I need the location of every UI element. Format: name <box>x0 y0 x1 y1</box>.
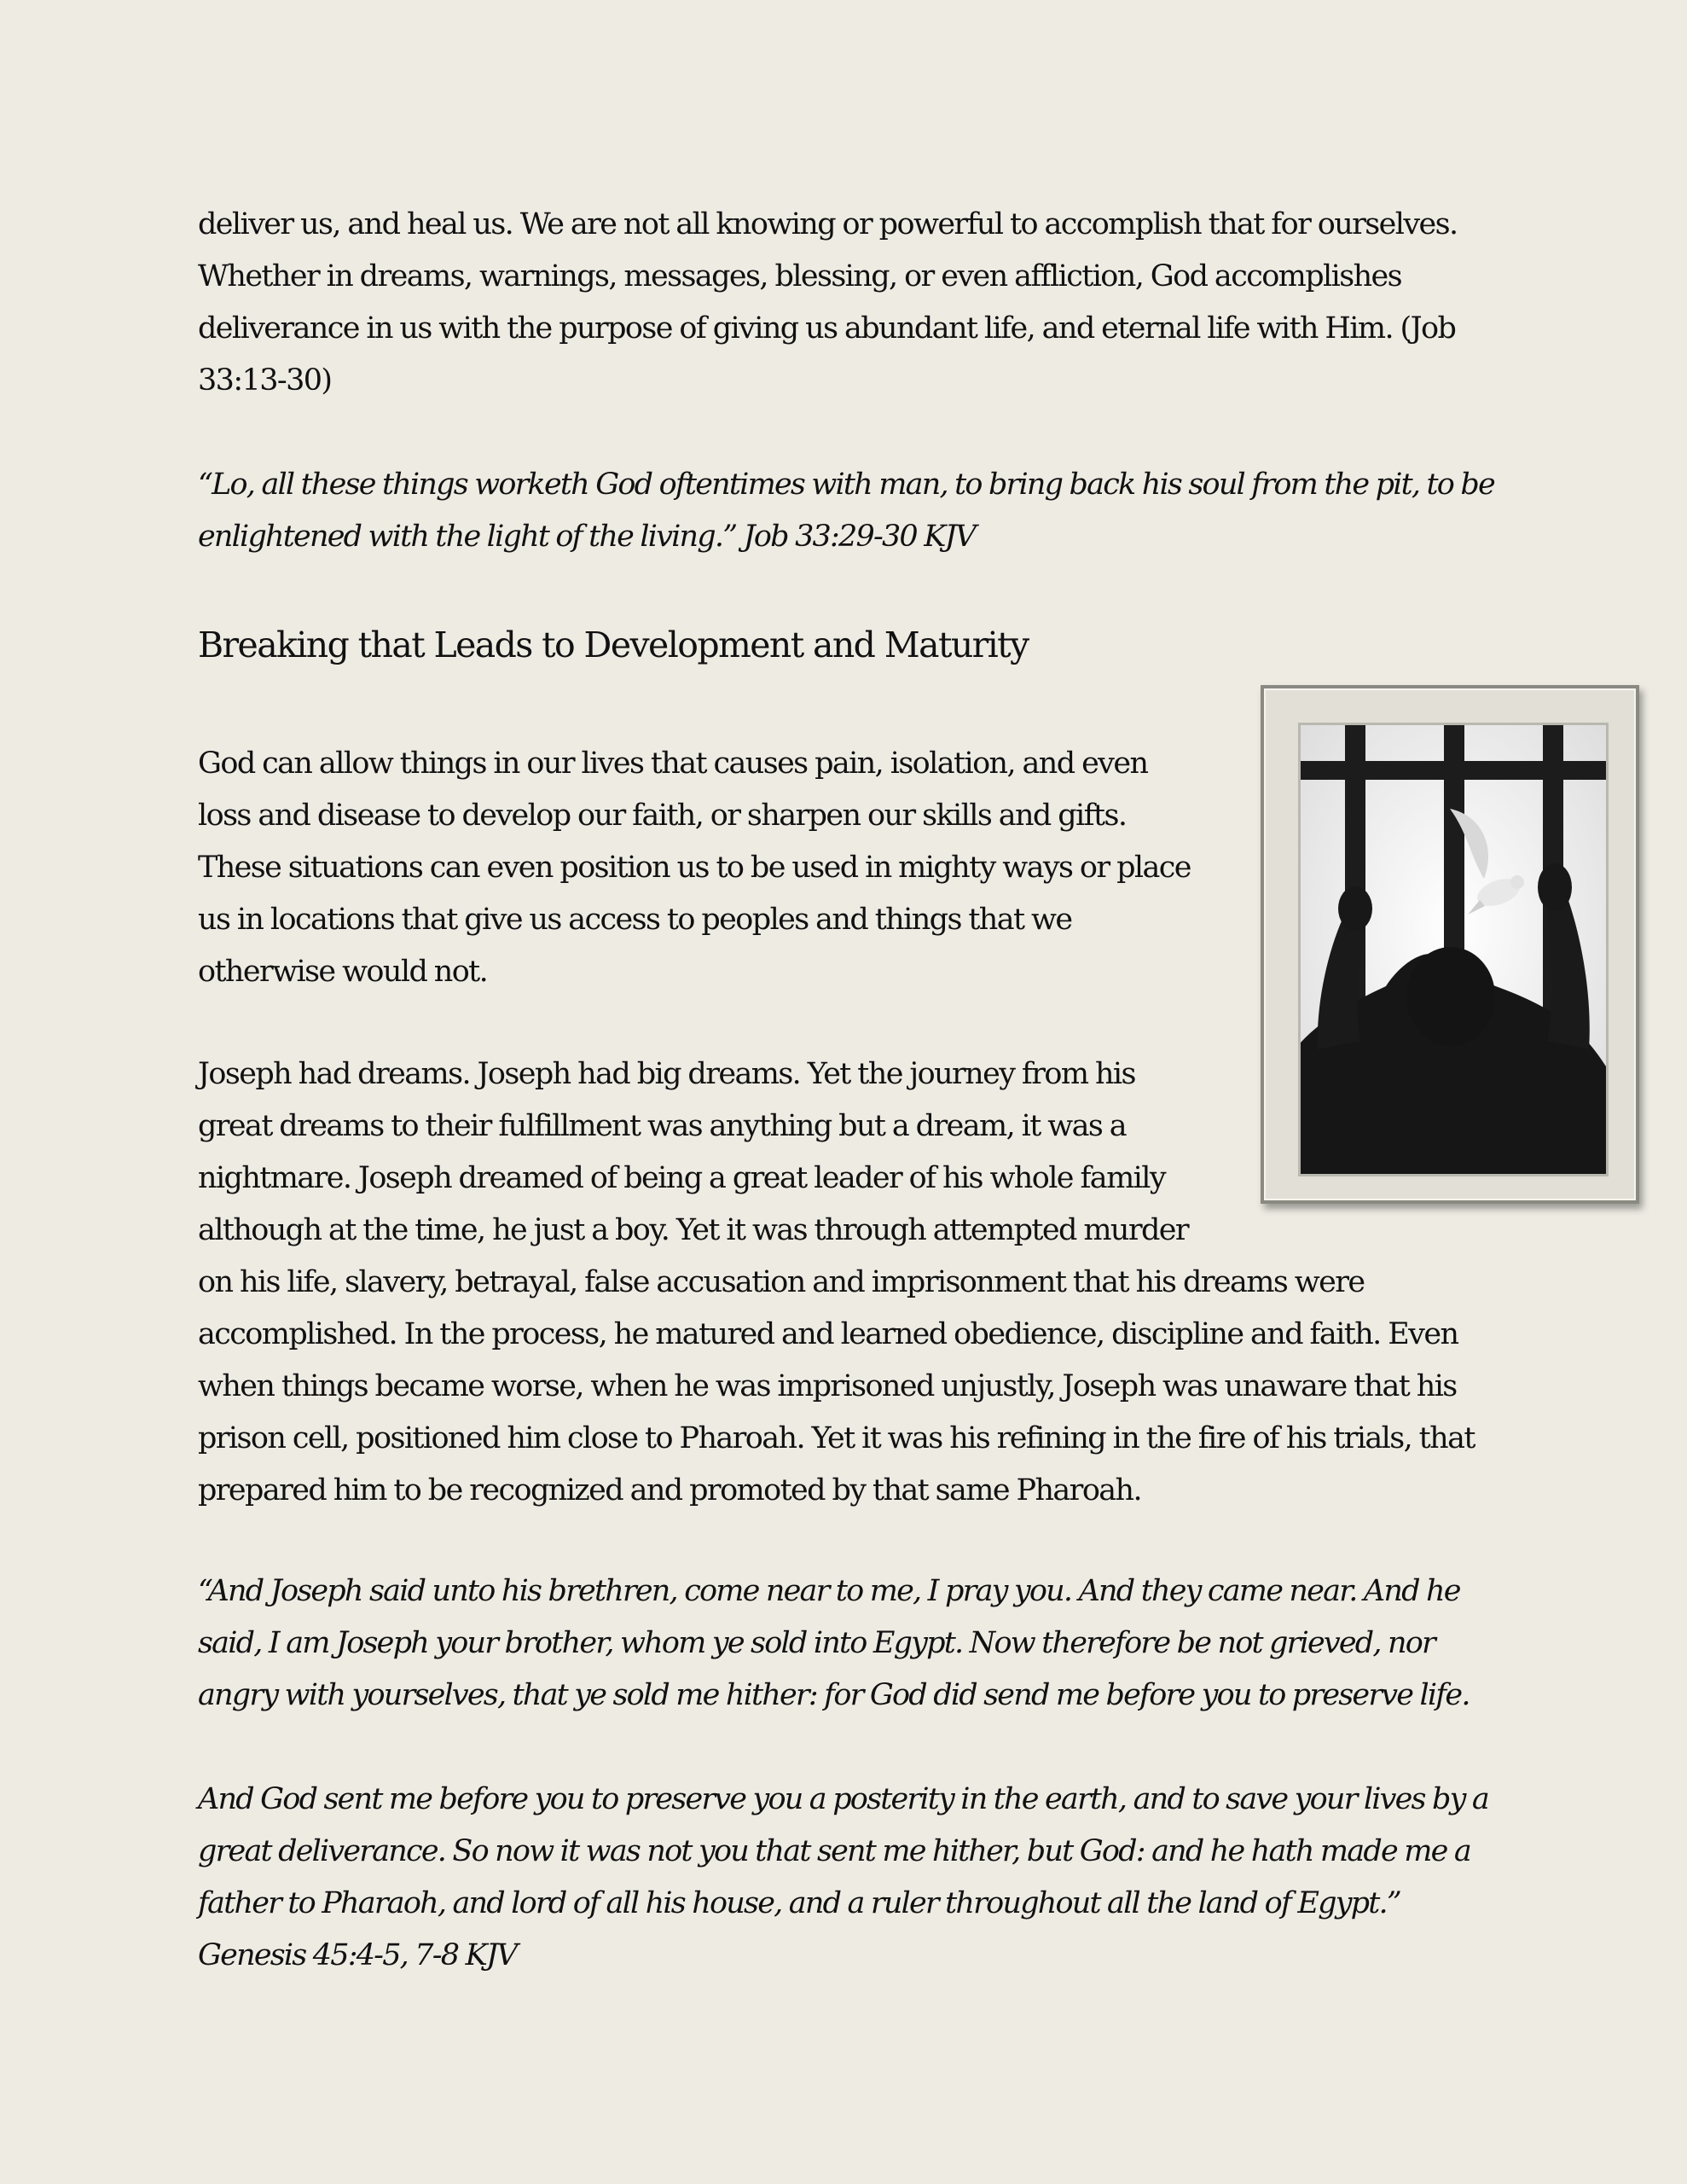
joseph-line: prison cell, positioned him close to Pharoah. Yet it was his refining in the fire of his trials, that <box>198 1421 1475 1455</box>
intro-paragraph: deliver us, and heal us. We are not all knowing or powerful to accomplish that for ourselves. Whether in dreams, warnings, messages, blessing, or even affliction, God accomplishes deliverance in us with the purpose of giving us abundant life, and eternal life with Him. (Job 33:13-30) <box>198 207 1458 398</box>
joseph-line: prepared him to be recognized and promoted by that same Pharoah. <box>198 1473 1142 1507</box>
joseph-line: when things became worse, when he was imprisoned unjustly, Joseph was unaware that his <box>198 1369 1457 1403</box>
section-heading: Breaking that Leads to Development and Maturity <box>198 624 1029 665</box>
joseph-line: although at the time, he just a boy. Yet it was through attempted murder <box>198 1213 1189 1247</box>
prison-bars-dove-illustration <box>1301 725 1606 1174</box>
joseph-line: nightmare. Joseph dreamed of being a great leader of his whole family <box>198 1161 1166 1195</box>
joseph-line: great dreams to their fulfillment was anything but a dream, it was a <box>198 1109 1126 1143</box>
breaking-paragraph: God can allow things in our lives that causes pain, isolation, and even loss and disease to develop our faith, or sharpen our skills and gifts. These situations can even position us to be used in mighty ways or place us in locations that give us access to peoples and things that we otherwise would not. <box>198 746 1191 989</box>
job-quote: “Lo, all these things worketh God oftentimes with man, to bring back his soul from the pit, to be enlightened with the light of the living.” Job 33:29-30 KJV <box>198 468 1494 554</box>
genesis-quote-part2: And God sent me before you to preserve you a posterity in the earth, and to save your lives by a great deliverance. So now it was not you that sent me hither, but God: and he hath made me a father to Pharaoh, and lord of all his house, and a ruler throughout all the land of Egypt.” Genesis 45:4-5, 7-8 KJV <box>198 1782 1488 1972</box>
joseph-line: Joseph had dreams. Joseph had big dreams. Yet the journey from his <box>198 1057 1135 1091</box>
prison-dove-image <box>1298 723 1609 1176</box>
framed-prison-image <box>1261 685 1639 1204</box>
joseph-line: accomplished. In the process, he matured and learned obedience, discipline and faith. Even <box>198 1317 1458 1351</box>
joseph-line: on his life, slavery, betrayal, false accusation and imprisonment that his dreams were <box>198 1265 1365 1299</box>
genesis-quote-part1: “And Joseph said unto his brethren, come near to me, I pray you. And they came near. And he said, I am Joseph your brother, whom ye sold into Egypt. Now therefore be not grieved, nor angry with yourselves, that ye sold me hither: for God did send me before you to preserve life. <box>198 1574 1470 1712</box>
